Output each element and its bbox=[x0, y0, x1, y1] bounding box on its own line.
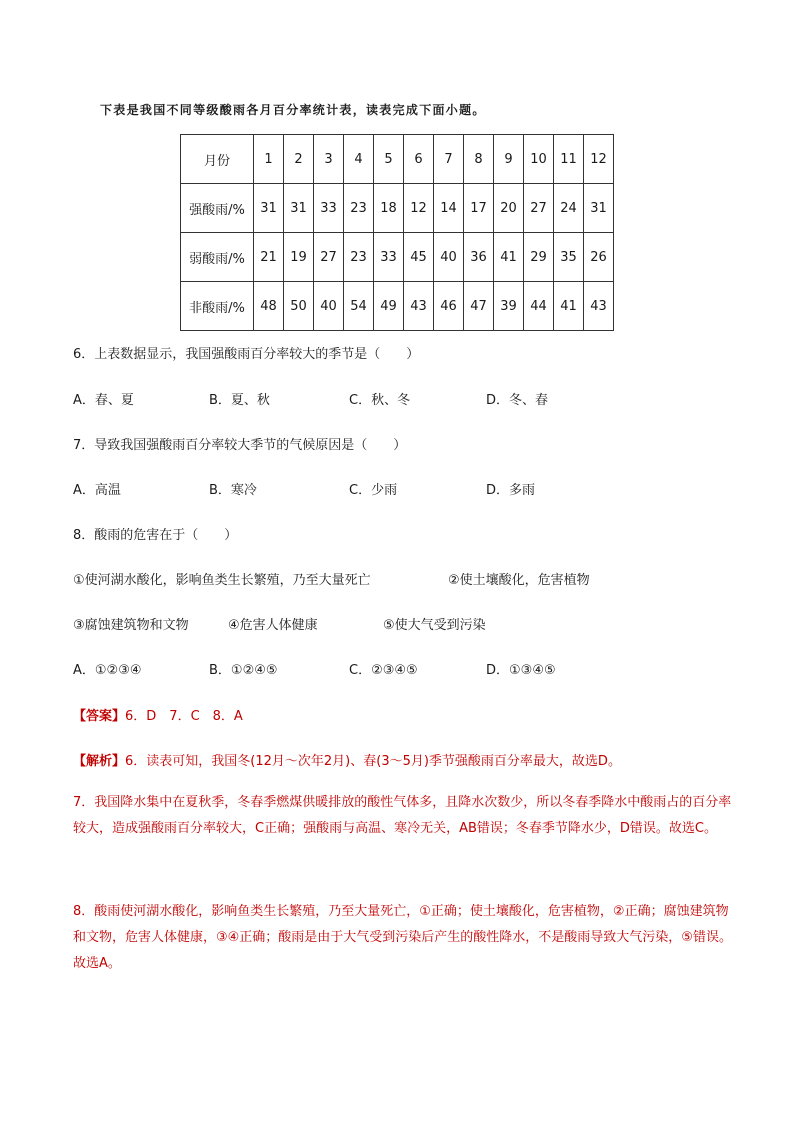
month-cell: 11 bbox=[554, 135, 584, 184]
table-cell: 31 bbox=[284, 184, 314, 233]
q7-option-a: A．高温 bbox=[73, 483, 121, 498]
table-cell: 19 bbox=[284, 233, 314, 282]
table-cell: 20 bbox=[494, 184, 524, 233]
q8-statement-5: ⑤使大气受到污染 bbox=[383, 618, 486, 633]
q8-stem: 8．酸雨的危害在于（ ） bbox=[73, 528, 238, 543]
month-cell: 10 bbox=[524, 135, 554, 184]
table-cell: 33 bbox=[314, 184, 344, 233]
q6-option-a: A．春、夏 bbox=[73, 393, 134, 408]
table-cell: 41 bbox=[494, 233, 524, 282]
month-cell: 1 bbox=[254, 135, 284, 184]
month-cell: 7 bbox=[434, 135, 464, 184]
q7-option-c: C．少雨 bbox=[349, 483, 398, 498]
table-cell: 29 bbox=[524, 233, 554, 282]
table-header-row bbox=[181, 135, 614, 184]
table-cell: 21 bbox=[254, 233, 284, 282]
table-cell: 46 bbox=[434, 282, 464, 331]
table-cell: 23 bbox=[344, 184, 374, 233]
table-cell: 14 bbox=[434, 184, 464, 233]
q6-option-d: D．冬、春 bbox=[486, 393, 549, 408]
q8-statement-2: ②使土壤酸化，危害植物 bbox=[448, 573, 590, 588]
q8-option-a: A．①②③④ bbox=[73, 663, 142, 678]
table-cell: 27 bbox=[524, 184, 554, 233]
q7-stem: 7．导致我国强酸雨百分率较大季节的气候原因是（ ） bbox=[73, 438, 407, 453]
q8-option-b: B．①②④⑤ bbox=[209, 663, 278, 678]
month-cell: 12 bbox=[584, 135, 614, 184]
table-cell: 43 bbox=[584, 282, 614, 331]
q7-option-b: B．寒冷 bbox=[209, 483, 257, 498]
table-cell: 40 bbox=[434, 233, 464, 282]
table-row-weak bbox=[181, 233, 614, 282]
answer-text: 6．D 7．C 8．A bbox=[125, 709, 243, 724]
table-cell: 49 bbox=[374, 282, 404, 331]
q7-option-d: D．多雨 bbox=[486, 483, 536, 498]
table-cell: 45 bbox=[404, 233, 434, 282]
table-cell: 43 bbox=[404, 282, 434, 331]
row-label: 非酸雨/% bbox=[181, 282, 254, 331]
analysis-p7: 7．我国降水集中在夏秋季，冬春季燃煤供暖排放的酸性气体多，且降水次数少，所以冬春季降水中酸雨占的百分率较大，造成强酸雨百分率较大，C正确；强酸雨与高温、寒冷无关，AB错误；冬春季节降水少，D错误。故选C。 bbox=[73, 795, 732, 836]
month-cell: 9 bbox=[494, 135, 524, 184]
row-label: 强酸雨/% bbox=[181, 184, 254, 233]
table-header-label: 月份 bbox=[181, 135, 254, 184]
table-cell: 31 bbox=[584, 184, 614, 233]
table-cell: 12 bbox=[404, 184, 434, 233]
table-cell: 24 bbox=[554, 184, 584, 233]
answer-line bbox=[73, 705, 243, 724]
month-cell: 3 bbox=[314, 135, 344, 184]
table-cell: 33 bbox=[374, 233, 404, 282]
answer-tag: 【答案】 bbox=[73, 709, 126, 724]
month-cell: 2 bbox=[284, 135, 314, 184]
acid-rain-table bbox=[180, 134, 614, 331]
q8-statement-3: ③腐蚀建筑物和文物 bbox=[73, 618, 189, 633]
month-cell: 6 bbox=[404, 135, 434, 184]
q8-statement-1: ①使河湖水酸化，影响鱼类生长繁殖，乃至大量死亡 bbox=[73, 573, 371, 588]
table-cell: 50 bbox=[284, 282, 314, 331]
table-cell: 48 bbox=[254, 282, 284, 331]
q6-option-c: C．秋、冬 bbox=[349, 393, 411, 408]
table-cell: 47 bbox=[464, 282, 494, 331]
table-cell: 18 bbox=[374, 184, 404, 233]
month-cell: 4 bbox=[344, 135, 374, 184]
table-cell: 41 bbox=[554, 282, 584, 331]
table-cell: 36 bbox=[464, 233, 494, 282]
table-row-strong bbox=[181, 184, 614, 233]
analysis-p6: 6．读表可知，我国冬(12月～次年2月)、春(3～5月)季节强酸雨百分率最大，故选D。 bbox=[125, 754, 621, 769]
month-cell: 8 bbox=[464, 135, 494, 184]
table-cell: 23 bbox=[344, 233, 374, 282]
table-row-non bbox=[181, 282, 614, 331]
table-cell: 54 bbox=[344, 282, 374, 331]
row-label: 弱酸雨/% bbox=[181, 233, 254, 282]
table-cell: 31 bbox=[254, 184, 284, 233]
q8-statement-4: ④危害人体健康 bbox=[228, 618, 318, 633]
table-cell: 26 bbox=[584, 233, 614, 282]
table-cell: 40 bbox=[314, 282, 344, 331]
analysis-p8: 8．酸雨使河湖水酸化，影响鱼类生长繁殖，乃至大量死亡，①正确；使土壤酸化，危害植物，②正确；腐蚀建筑物和文物，危害人体健康，③④正确；酸雨是由于大气受到污染后产生的酸性降水，不是酸雨导致大气污染，⑤错误。故选A。 bbox=[73, 904, 732, 971]
table-cell: 35 bbox=[554, 233, 584, 282]
table-cell: 39 bbox=[494, 282, 524, 331]
q8-option-d: D．①③④⑤ bbox=[486, 663, 556, 678]
table-cell: 17 bbox=[464, 184, 494, 233]
q6-stem: 6．上表数据显示，我国强酸雨百分率较大的季节是（ ） bbox=[73, 347, 420, 362]
month-cell: 5 bbox=[374, 135, 404, 184]
q6-option-b: B．夏、秋 bbox=[209, 393, 270, 408]
table-cell: 27 bbox=[314, 233, 344, 282]
table-cell: 44 bbox=[524, 282, 554, 331]
intro-text: 下表是我国不同等级酸雨各月百分率统计表，读表完成下面小题。 bbox=[100, 103, 486, 117]
analysis-line bbox=[73, 750, 621, 769]
analysis-tag: 【解析】 bbox=[73, 754, 126, 769]
q8-option-c: C．②③④⑤ bbox=[349, 663, 418, 678]
